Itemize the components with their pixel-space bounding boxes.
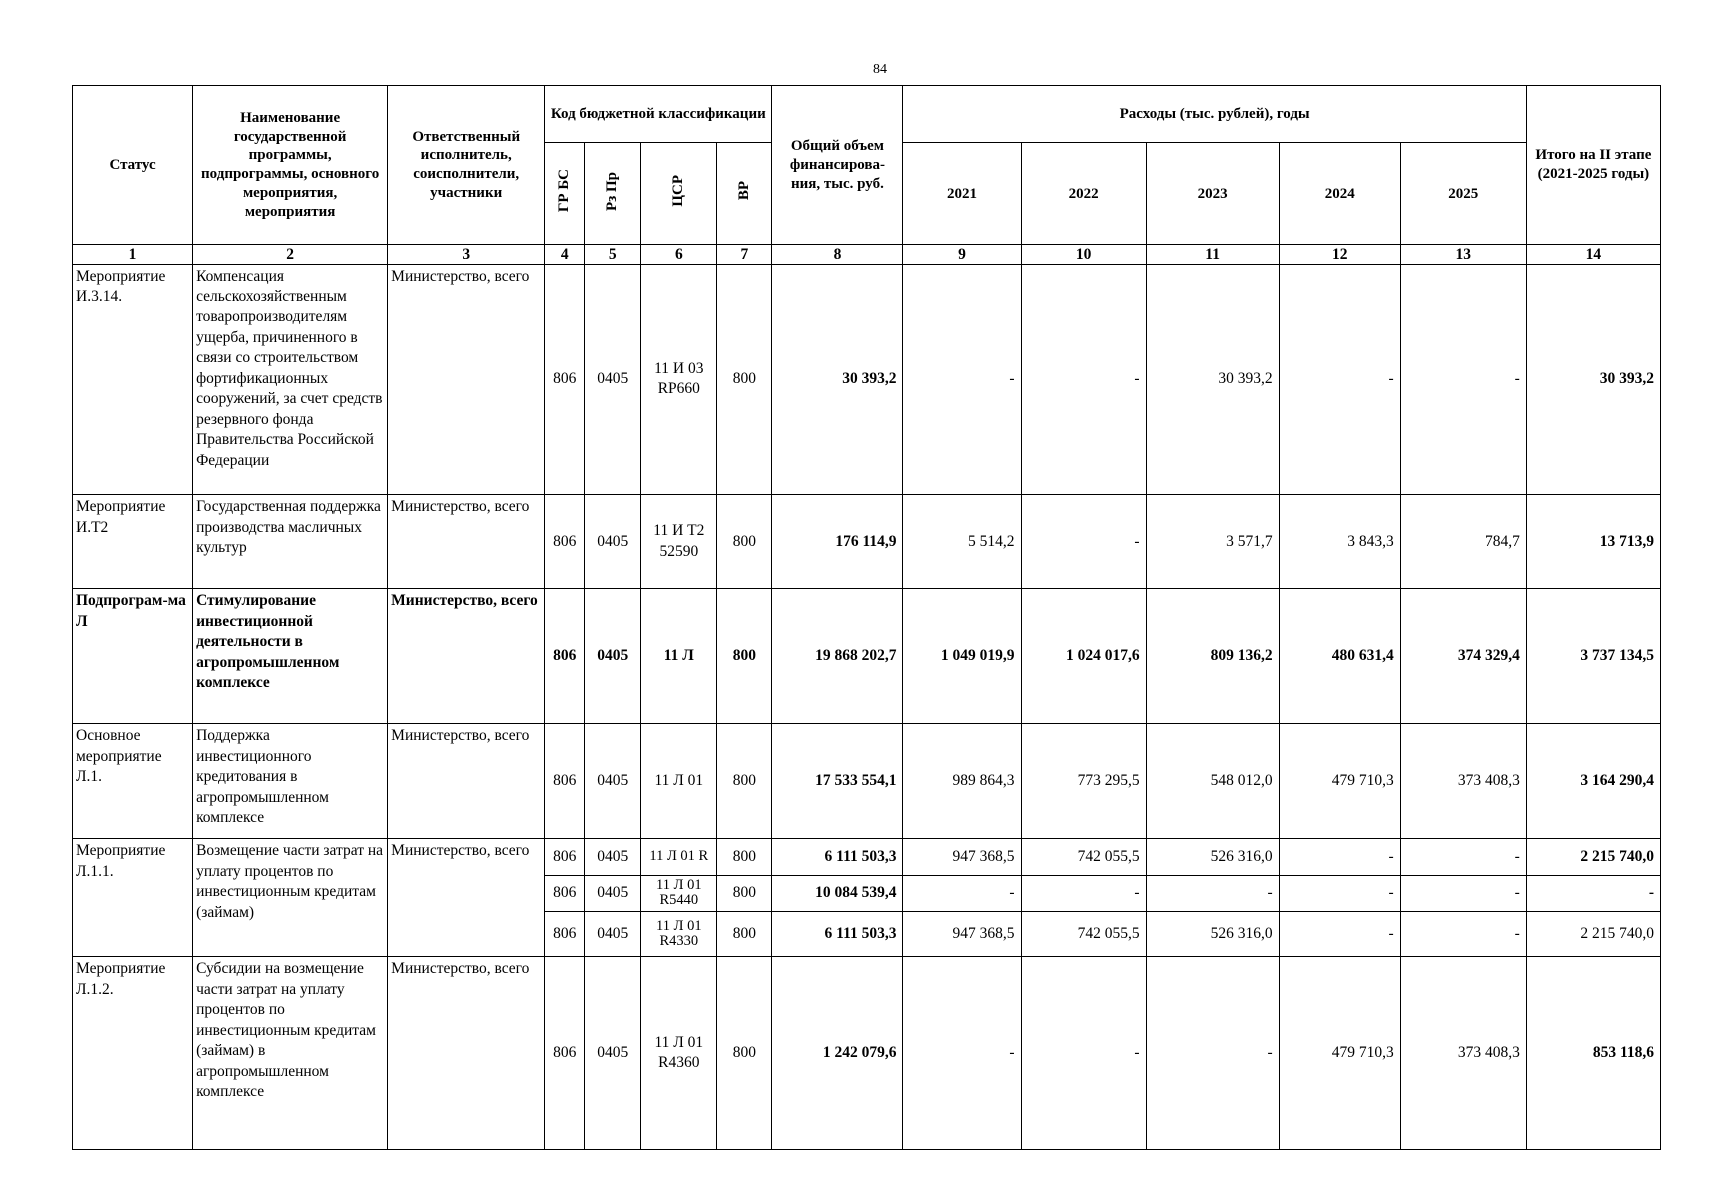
row-2021: 989 864,3 (903, 724, 1021, 839)
row-rzpr: 0405 (585, 724, 641, 839)
row-stage-total: 2 215 740,0 (1526, 839, 1660, 875)
row-responsible: Министерство, всего (388, 264, 545, 495)
row-csr: 11 Л 01 (641, 724, 717, 839)
row-2021: - (903, 875, 1021, 911)
row-2021: 1 049 019,9 (903, 589, 1021, 724)
table-row (73, 589, 1661, 724)
column-number: 12 (1279, 245, 1400, 264)
row-csr: 11 Л 01 R4360 (641, 957, 717, 1150)
row-2023: - (1146, 875, 1279, 911)
row-name: Государственная поддержка производства масличных культур (193, 495, 388, 589)
row-status: Основное мероприятие Л.1. (73, 724, 193, 839)
column-number: 9 (903, 245, 1021, 264)
row-total: 30 393,2 (772, 264, 903, 495)
row-2023: 3 571,7 (1146, 495, 1279, 589)
row-stage-total: 3 164 290,4 (1526, 724, 1660, 839)
row-name: Компенсация сельскохозяйственным товаропроизводителям ущерба, причиненного в связи со строительством фортификационных сооружений, за счет средств резервного фонда Правительства Российской Федерации (193, 264, 388, 495)
row-csr: 11 Л 01 R4330 (641, 911, 717, 956)
row-2024: - (1279, 875, 1400, 911)
row-2023: 30 393,2 (1146, 264, 1279, 495)
row-stage-total: 3 737 134,5 (1526, 589, 1660, 724)
row-2024: 480 631,4 (1279, 589, 1400, 724)
header-row-1 (73, 86, 1661, 143)
header-budget-code: Код бюджетной классификации (545, 86, 772, 143)
row-total: 176 114,9 (772, 495, 903, 589)
row-vr: 800 (717, 839, 772, 875)
row-vr: 800 (717, 264, 772, 495)
row-status: Мероприятие И.3.14. (73, 264, 193, 495)
row-2025: - (1400, 911, 1526, 956)
row-rzpr: 0405 (585, 911, 641, 956)
row-2021: - (903, 264, 1021, 495)
column-number: 11 (1146, 245, 1279, 264)
row-status: Подпрограм-ма Л (73, 589, 193, 724)
table-row (73, 839, 1661, 875)
row-2021: 947 368,5 (903, 839, 1021, 875)
header-year-2024: 2024 (1279, 143, 1400, 245)
row-csr: 11 И Т2 52590 (641, 495, 717, 589)
row-grbs: 806 (545, 724, 585, 839)
row-2025: - (1400, 875, 1526, 911)
row-total: 6 111 503,3 (772, 839, 903, 875)
row-grbs: 806 (545, 264, 585, 495)
table-row (73, 724, 1661, 839)
row-responsible: Министерство, всего (388, 839, 545, 957)
budget-table (72, 85, 1661, 1150)
row-2025: 374 329,4 (1400, 589, 1526, 724)
column-number: 7 (717, 245, 772, 264)
header-csr: ЦСР (641, 143, 717, 245)
row-2024: 479 710,3 (1279, 957, 1400, 1150)
page-number: 84 (873, 62, 887, 77)
row-2023: 809 136,2 (1146, 589, 1279, 724)
column-number: 8 (772, 245, 903, 264)
row-2022: 1 024 017,6 (1021, 589, 1146, 724)
header-total: Общий объем финансирова-ния, тыс. руб. (772, 86, 903, 245)
row-2025: - (1400, 264, 1526, 495)
row-vr: 800 (717, 589, 772, 724)
column-number: 4 (545, 245, 585, 264)
row-grbs: 806 (545, 495, 585, 589)
header-responsible: Ответственный исполнитель, соисполнители, участники (388, 86, 545, 245)
row-total: 6 111 503,3 (772, 911, 903, 956)
header-status: Статус (73, 86, 193, 245)
row-2023: 548 012,0 (1146, 724, 1279, 839)
row-2022: - (1021, 495, 1146, 589)
row-vr: 800 (717, 911, 772, 956)
row-stage-total: 30 393,2 (1526, 264, 1660, 495)
row-2024: - (1279, 839, 1400, 875)
header-expenses: Расходы (тыс. рублей), годы (903, 86, 1526, 143)
header-rzpr: Рз Пр (585, 143, 641, 245)
column-number: 5 (585, 245, 641, 264)
row-rzpr: 0405 (585, 589, 641, 724)
row-csr: 11 Л (641, 589, 717, 724)
row-responsible: Министерство, всего (388, 724, 545, 839)
row-grbs: 806 (545, 875, 585, 911)
row-2021: 947 368,5 (903, 911, 1021, 956)
table-row (73, 495, 1661, 589)
row-name: Возмещение части затрат на уплату процентов по инвестиционным кредитам (займам) (193, 839, 388, 957)
row-2024: 479 710,3 (1279, 724, 1400, 839)
row-2022: 773 295,5 (1021, 724, 1146, 839)
header-year-2025: 2025 (1400, 143, 1526, 245)
row-rzpr: 0405 (585, 957, 641, 1150)
column-number: 13 (1400, 245, 1526, 264)
row-vr: 800 (717, 875, 772, 911)
row-responsible: Министерство, всего (388, 589, 545, 724)
column-number: 1 (73, 245, 193, 264)
row-grbs: 806 (545, 839, 585, 875)
table-row (73, 264, 1661, 495)
row-2023: 526 316,0 (1146, 911, 1279, 956)
row-rzpr: 0405 (585, 264, 641, 495)
column-number: 3 (388, 245, 545, 264)
row-2025: 373 408,3 (1400, 724, 1526, 839)
row-stage-total: 853 118,6 (1526, 957, 1660, 1150)
row-2024: - (1279, 264, 1400, 495)
row-total: 1 242 079,6 (772, 957, 903, 1150)
row-2022: 742 055,5 (1021, 839, 1146, 875)
column-number: 10 (1021, 245, 1146, 264)
header-year-2021: 2021 (903, 143, 1021, 245)
header-stage-total: Итого на II этапе (2021-2025 годы) (1526, 86, 1660, 245)
row-stage-total: 2 215 740,0 (1526, 911, 1660, 956)
header-grbs: ГР БС (545, 143, 585, 245)
row-rzpr: 0405 (585, 875, 641, 911)
row-grbs: 806 (545, 589, 585, 724)
row-vr: 800 (717, 495, 772, 589)
row-total: 10 084 539,4 (772, 875, 903, 911)
row-2024: - (1279, 911, 1400, 956)
row-total: 19 868 202,7 (772, 589, 903, 724)
row-2023: - (1146, 957, 1279, 1150)
row-name: Стимулирование инвестиционной деятельности в агропромышленном комплексе (193, 589, 388, 724)
row-responsible: Министерство, всего (388, 957, 545, 1150)
header-vr: ВР (717, 143, 772, 245)
row-csr: 11 Л 01 R5440 (641, 875, 717, 911)
row-name: Поддержка инвестиционного кредитования в агропромышленном комплексе (193, 724, 388, 839)
header-year-2022: 2022 (1021, 143, 1146, 245)
row-rzpr: 0405 (585, 495, 641, 589)
row-2025: 373 408,3 (1400, 957, 1526, 1150)
row-grbs: 806 (545, 957, 585, 1150)
row-responsible: Министерство, всего (388, 495, 545, 589)
row-status: Мероприятие Л.1.2. (73, 957, 193, 1150)
column-number: 6 (641, 245, 717, 264)
row-2021: 5 514,2 (903, 495, 1021, 589)
row-stage-total: 13 713,9 (1526, 495, 1660, 589)
row-status: Мероприятие И.Т2 (73, 495, 193, 589)
row-rzpr: 0405 (585, 839, 641, 875)
row-2022: - (1021, 875, 1146, 911)
column-number: 2 (193, 245, 388, 264)
column-numbers-row (73, 245, 1661, 264)
row-csr: 11 И 03 RP660 (641, 264, 717, 495)
row-2024: 3 843,3 (1279, 495, 1400, 589)
row-csr: 11 Л 01 R (641, 839, 717, 875)
row-2025: 784,7 (1400, 495, 1526, 589)
column-number: 14 (1526, 245, 1660, 264)
row-2021: - (903, 957, 1021, 1150)
row-vr: 800 (717, 957, 772, 1150)
row-vr: 800 (717, 724, 772, 839)
row-2022: 742 055,5 (1021, 911, 1146, 956)
row-2025: - (1400, 839, 1526, 875)
header-name: Наименование государственной программы, подпрограммы, основного мероприятия, мероприятия (193, 86, 388, 245)
row-name: Субсидии на возмещение части затрат на уплату процентов по инвестиционным кредитам (займам) в агропромышленном комплексе (193, 957, 388, 1150)
row-total: 17 533 554,1 (772, 724, 903, 839)
row-2023: 526 316,0 (1146, 839, 1279, 875)
row-grbs: 806 (545, 911, 585, 956)
row-2022: - (1021, 264, 1146, 495)
row-stage-total: - (1526, 875, 1660, 911)
row-status: Мероприятие Л.1.1. (73, 839, 193, 957)
header-year-2023: 2023 (1146, 143, 1279, 245)
table-row (73, 957, 1661, 1150)
row-2022: - (1021, 957, 1146, 1150)
